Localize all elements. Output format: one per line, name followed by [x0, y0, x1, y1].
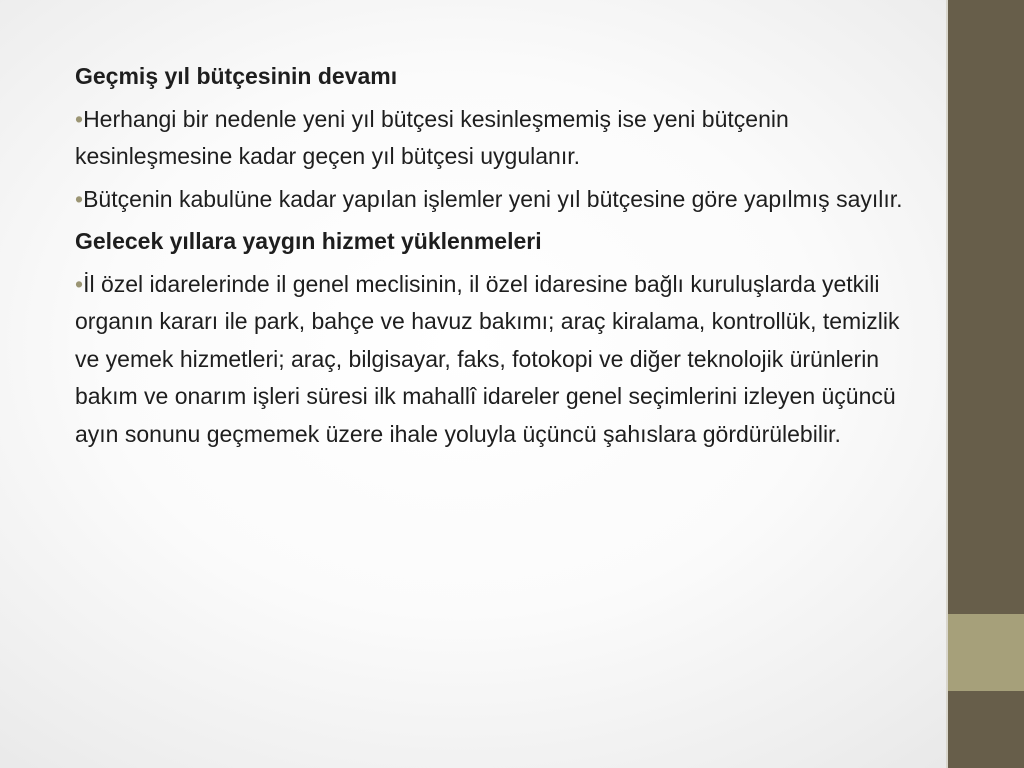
sidebar-accent-block: [948, 614, 1024, 691]
slide-body: [75, 58, 905, 458]
bullet-paragraph: [75, 181, 905, 219]
section-heading: Geçmiş yıl bütçesinin devamı: [75, 63, 398, 89]
bullet-icon: •: [75, 185, 84, 212]
bullet-text: Herhangi bir nedenle yeni yıl bütçesi kesinleşmemiş ise yeni bütçenin kesinleşmesine kadar geçen yıl bütçesi uygulanır.: [75, 105, 789, 169]
bullet-text: İl özel idarelerinde il genel meclisinin, il özel idaresine bağlı kuruluşlarda yetkili organın kararı ile park, bahçe ve havuz bakımı; araç kiralama, kontrollük, temizlik ve yemek hizmetleri; araç, bilgisayar, faks, fotokopi ve diğer teknolojik ürünlerin bakım ve onarım işleri süresi ilk mahallî idareler genel seçimlerini izleyen üçüncü ayın sonunu geçmemek üzere ihale yoluyla üçüncü şahıslara gördürülebilir.: [75, 270, 900, 447]
bullet-icon: •: [75, 270, 84, 297]
bullet-icon: •: [75, 105, 84, 132]
bullet-text: Bütçenin kabulüne kadar yapılan işlemler yeni yıl bütçesine göre yapılmış sayılır.: [83, 185, 903, 212]
bullet-paragraph: [75, 266, 905, 454]
sidebar-decoration: [948, 0, 1024, 768]
bullet-paragraph: [75, 101, 905, 176]
section-heading: Gelecek yıllara yaygın hizmet yüklenmeleri: [75, 228, 542, 254]
